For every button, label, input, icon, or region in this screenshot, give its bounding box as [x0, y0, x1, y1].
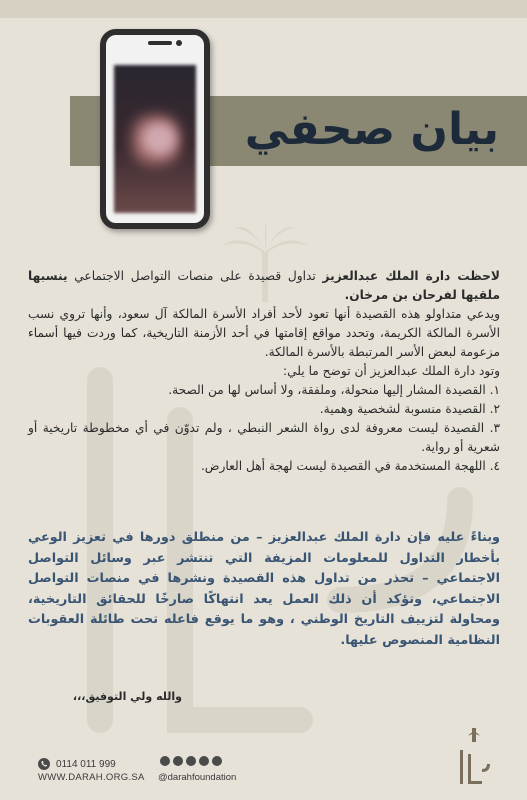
point-4: ٤. اللهجة المستخدمة في القصيدة ليست لهجة أهل العارض. [200, 459, 500, 473]
closing-paragraph: وبناءً عليه فإن دارة الملك عبدالعزيز – من منطلق دورها في تعزيز الوعي بأخطار التداول للمعلومات المزيفة التي تنتشر عبر وسائل التواصل الاجتماعي – تحذر من تداول هذه القصيدة ونشرها في منصات التواصل الاجتماعي، وتؤكد أن ذلك العمل يعد انتهاكًا صارخًا للحقائق التاريخية، ومحاولة لتزييف التاريخ الوطني ، وهو ما يوقع فاعله تحت طائلة العقوبات النظامية المنصوص عليها. [28, 530, 500, 648]
org-name: لاحظت دارة الملك عبدالعزيز [322, 269, 501, 283]
blurred-face [142, 123, 176, 155]
intro-text: تداول قصيدة على منصات التواصل الاجتماعي [67, 269, 323, 283]
website-link[interactable]: WWW.DARAH.ORG.SA [38, 772, 145, 783]
social-icons [160, 756, 222, 766]
point-1: ١. القصيدة المشار إليها منحولة، وملفقة، ولا أساس لها من الصحة. [168, 383, 500, 397]
clarify-lead: وتود دارة الملك عبدالعزيز أن توضح ما يلي: [283, 364, 500, 378]
poem-attribution: ينسبها ملقيها لفرحان بن مرخان. [28, 269, 500, 302]
phone-mockup [100, 29, 210, 229]
twitter-icon[interactable] [173, 756, 183, 766]
claims-paragraph: ويدعي متداولو هذه القصيدة أنها تعود لأحد أفراد الأسرة المالكة آل سعود، وأنها تروي نسب الأسرة المالكة الكريمة، وتحدد مواقع إقامتها في أحد الأزمنة التاريخية، كما وردت فيها أسماء مزعومة لبعض الأسر المرتبطة بالأسرة المالكة. [28, 307, 500, 359]
footer-phone[interactable] [38, 756, 116, 772]
statement-body [28, 267, 500, 476]
facebook-icon[interactable] [199, 756, 209, 766]
blurred-video-thumbnail [114, 65, 196, 213]
top-band [0, 0, 527, 18]
snapchat-icon[interactable] [212, 756, 222, 766]
signoff: والله ولي التوفيق،،، [72, 690, 182, 703]
social-handle[interactable]: @darahfoundation [158, 772, 237, 783]
darah-logo-icon [454, 726, 494, 788]
phone-speaker [148, 41, 172, 45]
phone-camera [176, 40, 182, 46]
phone-icon [38, 758, 50, 770]
point-2: ٢. القصيدة منسوبة لشخصية وهمية. [319, 402, 500, 416]
phone-number: 0114 011 999 [56, 758, 116, 770]
point-3: ٣. القصيدة ليست معروفة لدى رواة الشعر النبطي ، ولم تدوّن في أي مخطوطة تاريخية أو شعرية أو رواية. [28, 421, 500, 454]
page-title: بيان صحفي [244, 104, 499, 155]
instagram-icon[interactable] [186, 756, 196, 766]
intro-paragraph [28, 267, 500, 305]
youtube-icon[interactable] [160, 756, 170, 766]
